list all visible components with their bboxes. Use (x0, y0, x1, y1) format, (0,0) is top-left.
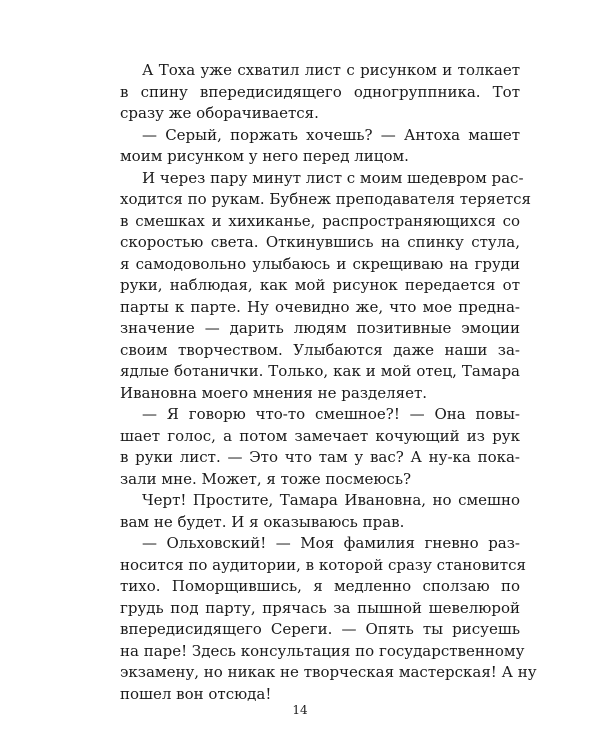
text-line: в спину впередисидящего одногруппника. Тот (120, 82, 520, 101)
text-line: я самодовольно улыбаюсь и скрещиваю на груди (120, 254, 520, 273)
text-line: Ивановна моего мнения не разделяет. (120, 383, 428, 402)
text-line: сразу же оборачивается. (120, 104, 319, 122)
body-text (120, 60, 537, 705)
text-line: руки, наблюдая, как мой рисунок передается от (120, 276, 520, 294)
text-line: на паре! Здесь консультация по государственному (120, 641, 525, 660)
text-line: зали мне. Может, я тоже посмеюсь? (120, 469, 412, 488)
text-line: вам не будет. И я оказываюсь прав. (120, 512, 405, 531)
text-line: грудь под парту, прячась за пышной шевелюрой (120, 598, 520, 617)
page-number: 14 (292, 703, 308, 717)
text-line: своим творчеством. Улыбаются даже наши за- (120, 340, 520, 359)
text-line: значение — дарить людям позитивные эмоции (120, 319, 520, 337)
text-line: А Тоха уже схватил лист с рисунком и толкает (142, 61, 520, 79)
text-line: тихо. Поморщившись, я медленно сползаю по (120, 577, 520, 595)
text-line: ходится по рукам. Бубнеж преподавателя теряется (120, 190, 532, 208)
text-line: пошел вон отсюда! (120, 684, 272, 703)
text-line: — Серый, поржать хочешь? — Антоха машет (142, 125, 520, 144)
text-line: И через пару минут лист с моим шедевром рас- (142, 168, 524, 187)
text-line: моим рисунком у него перед лицом. (120, 147, 409, 165)
text-line: экзамену, но никак не творческая мастерская! А ну (120, 663, 537, 681)
text-line: в смешках и хихиканье, распространяющихся со (120, 211, 520, 230)
text-line: впередисидящего Сереги. — Опять ты рисуешь (120, 620, 520, 638)
text-line: шает голос, а потом замечает кочующий из рук (120, 426, 520, 445)
text-line: — Я говорю что-то смешное?! — Она повы- (142, 405, 520, 423)
text-line: скоростью света. Откинувшись на спинку стула, (120, 233, 520, 251)
text-line: носится по аудитории, в которой сразу становится (120, 555, 526, 574)
text-line: в руки лист. — Это что там у вас? А ну-ка пока- (120, 448, 520, 466)
text-line: — Ольховский! — Моя фамилия гневно раз- (142, 534, 520, 552)
text-line: парты к парте. Ну очевидно же, что мое предна- (120, 297, 520, 316)
text-line: Черт! Простите, Тамара Ивановна, но смешно (142, 491, 520, 509)
text-line: ядлые ботанички. Только, как и мой отец, Тамара (120, 362, 520, 380)
